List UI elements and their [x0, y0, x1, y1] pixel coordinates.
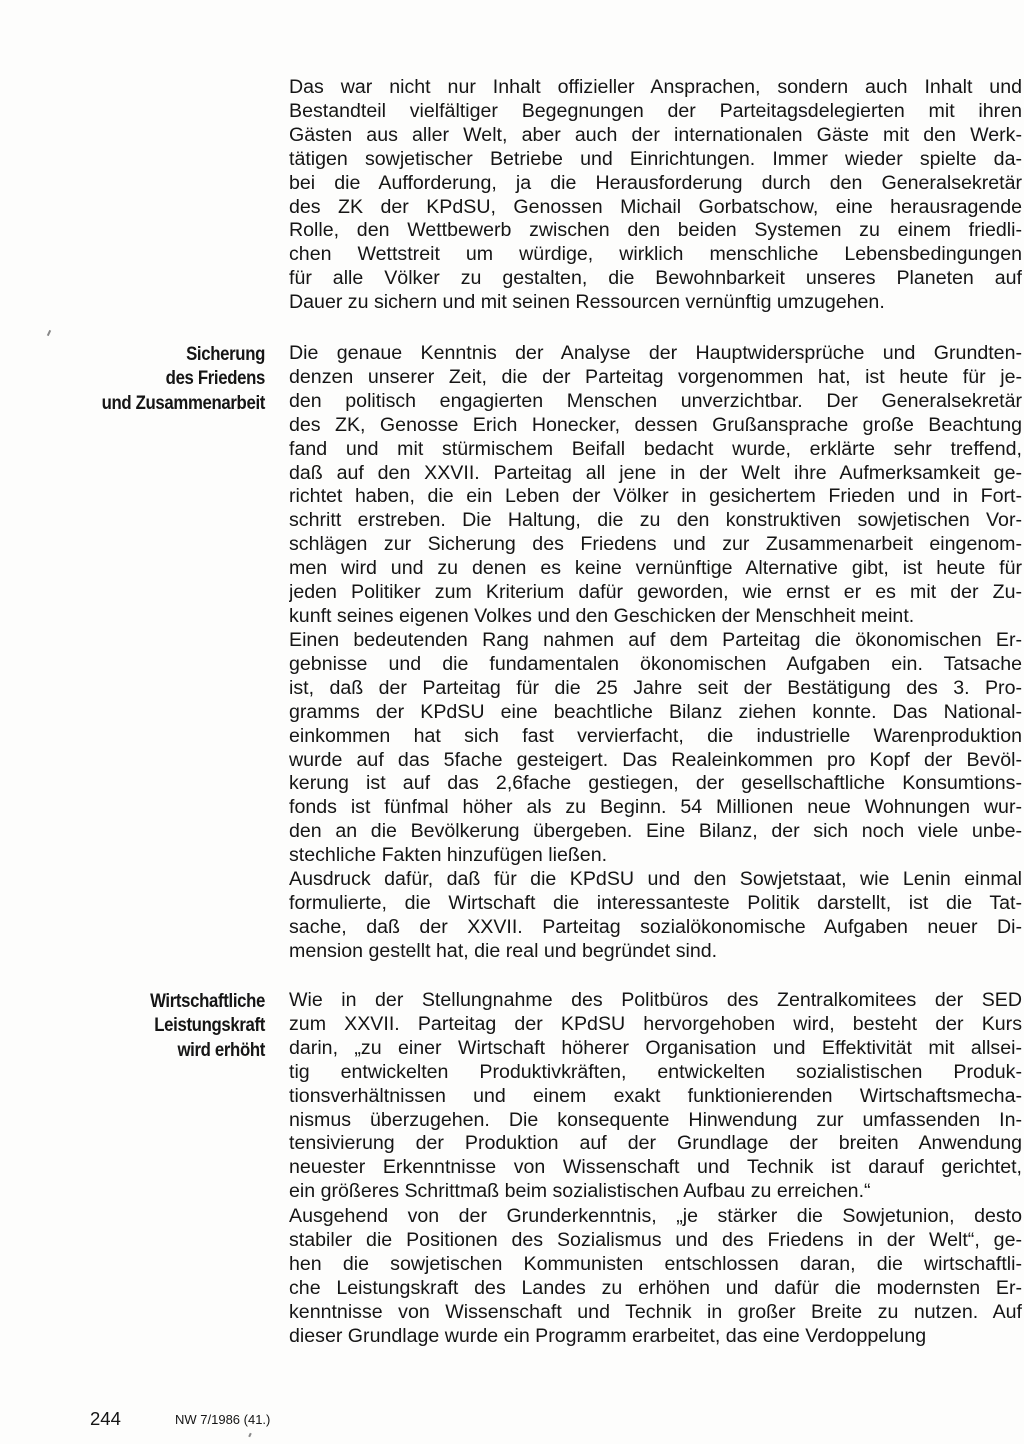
text-line: Bestandteil vielfältiger Begegnungen der Parteitagsdelegierten mit ihren: [289, 99, 1022, 122]
text-line: zum XXVII. Parteitag der KPdSU hervorgehoben wird, besteht der Kurs: [289, 1012, 1022, 1035]
paragraph-4: [289, 868, 1022, 964]
text-line: kenntnisse von Wissenschaft und Technik in großer Breite zu nutzen. Auf: [289, 1300, 1022, 1323]
text-line: darin, „zu einer Wirtschaft höherer Organisation und Effektivität mit allsei-: [289, 1036, 1022, 1059]
paragraph-3: [289, 629, 1022, 868]
text-line: formulierte, die Wirtschaft die interessanteste Politik darstellt, ist die Tat-: [289, 891, 1022, 914]
text-line: fand und mit stürmischem Beifall bedacht wurde, erklärte sehr treffend,: [289, 437, 1022, 460]
sidehead-line: Wirtschaftliche: [150, 990, 265, 1012]
text-line: kerung ist auf das 2,6fache gestiegen, der gesellschaftliche Konsumtions-: [289, 772, 1022, 795]
text-line: den politisch engagierten Menschen unverzichtbar. Der Generalsekretär: [289, 389, 1022, 412]
text-line: daß auf den XXVII. Parteitag all jene in der Welt ihre Aufmerksamkeit ge-: [289, 461, 1022, 484]
text-line: schlägen zur Sicherung des Friedens und zur Zusammenarbeit eingenom-: [289, 533, 1022, 556]
text-line: kunft seines eigenen Volkes und den Geschicken der Menschheit meint.: [289, 604, 915, 627]
text-line: men wird und zu denen es keine vernünftige Alternative gibt, ist heute für: [289, 557, 1022, 580]
text-line: richtet haben, die ein Leben der Völker in gesichertem Frieden und in Fort-: [289, 485, 1022, 508]
text-line: tig entwickelten Produktivkräften, entwickelten sozialistischen Produk-: [289, 1060, 1022, 1083]
text-line: Die genaue Kenntnis der Analyse der Hauptwidersprüche und Grundten-: [289, 342, 1022, 364]
sidehead-line: des Friedens: [165, 367, 265, 390]
text-line: gebnisse und die fundamentalen ökonomischen Aufgaben ein. Tatsache: [289, 652, 1022, 675]
text-line: Wie in der Stellungnahme des Politbüros des Zentralkomitees der SED: [289, 989, 1022, 1011]
paragraph-1: [289, 76, 1022, 315]
text-line: neuester Erkenntnisse von Wissenschaft und Technik ist darauf gerichtet,: [289, 1156, 1022, 1179]
text-line: mension gestellt hat, die real und begründet sind.: [289, 939, 718, 962]
sidehead-sicherung-des-friedens: [59, 342, 265, 415]
text-line: tätigen sowjetischer Betriebe und Einrichtungen. Immer wieder spielte da-: [289, 147, 1022, 170]
page-number: 244: [90, 1408, 121, 1429]
text-line: schritt erstreben. Die Haltung, die zu den konstruktiven sowjetischen Vor-: [289, 509, 1022, 532]
paragraph-6: [289, 1205, 1022, 1348]
text-line: hen die sowjetischen Kommunisten entschlossen daran, die wirtschaftli-: [289, 1252, 1022, 1275]
sidehead-wirtschaftliche-leistungskraft: [59, 989, 265, 1062]
text-line: fonds ist fünfmal höher als zu Beginn. 54 Millionen neue Wohnungen wur-: [289, 796, 1022, 819]
text-line: tionsverhältnissen und einem exakt funktionierenden Wirtschaftsmecha-: [289, 1084, 1022, 1107]
sidehead-line: Sicherung: [186, 343, 265, 365]
paragraph-text: [289, 989, 1022, 1204]
text-line: jeden Politiker zum Kriterium dafür geworden, wie ernst er es mit der Zu-: [289, 581, 1022, 604]
text-line: des ZK, Genosse Erich Honecker, dessen Grußansprache große Beachtung: [289, 413, 1022, 436]
paragraph-text: [289, 868, 1022, 964]
text-line: chen Wettstreit um würdige, wirklich menschliche Lebensbedingungen: [289, 243, 1022, 266]
paragraph-2: [289, 342, 1022, 629]
text-line: Gästen aus aller Welt, aber auch der internationalen Gäste mit den Werk-: [289, 123, 1022, 146]
text-line: stechliche Fakten hinzufügen ließen.: [289, 844, 608, 867]
text-line: denzen unserer Zeit, die der Parteitag vorgenommen hat, ist heute für je-: [289, 365, 1022, 388]
text-line: wurde auf das 5fache gesteigert. Das Realeinkommen pro Kopf der Bevöl-: [289, 748, 1022, 771]
sidehead-line: und Zusammenarbeit: [101, 391, 265, 414]
text-line: den an die Bevölkerung übergeben. Eine Bilanz, der sich noch viele unbe-: [289, 820, 1022, 843]
paragraph-text: [289, 342, 1022, 629]
paragraph-5: [289, 989, 1022, 1204]
text-line: che Leistungskraft des Landes zu erhöhen und dafür die modernsten Er-: [289, 1276, 1022, 1299]
text-line: gramms der KPdSU eine beachtliche Bilanz ziehen konnte. Das National-: [289, 700, 1022, 723]
scan-speck: [47, 330, 51, 336]
paragraph-text: [289, 629, 1022, 868]
sidehead-line: wird erhöht: [177, 1038, 265, 1061]
text-line: stabiler die Positionen des Sozialismus und des Friedens in der Welt“, ge-: [289, 1228, 1022, 1251]
text-line: Ausdruck dafür, daß für die KPdSU und den Sowjetstaat, wie Lenin einmal: [289, 868, 1022, 890]
paragraph-text: [289, 76, 1022, 315]
text-line: Rolle, den Wettbewerb zwischen den beiden Systemen zu einem friedli-: [289, 219, 1022, 242]
text-line: bei die Aufforderung, ja die Herausforderung durch den Generalsekretär: [289, 171, 1022, 194]
text-line: Das war nicht nur Inhalt offizieller Ansprachen, sondern auch Inhalt und: [289, 76, 1022, 98]
text-line: nismus überzugehen. Die konsequente Hinwendung zur umfassenden In-: [289, 1108, 1022, 1131]
text-line: sache, daß der XXVII. Parteitag sozialökonomische Aufgaben neuer Di-: [289, 915, 1022, 938]
issue-reference: NW 7/1986 (41.): [175, 1412, 271, 1427]
text-line: des ZK der KPdSU, Genossen Michail Gorbatschow, eine herausragende: [289, 195, 1022, 218]
text-line: ist, daß der Parteitag für die 25 Jahre seit der Bestätigung des 3. Pro-: [289, 676, 1022, 699]
text-line: dieser Grundlage wurde ein Programm erarbeitet, das eine Verdoppelung: [289, 1324, 927, 1347]
paragraph-text: [289, 1205, 1022, 1348]
text-line: Ausgehend von der Grunderkenntnis, „je stärker die Sowjetunion, desto: [289, 1205, 1022, 1227]
text-line: ein größeres Schrittmaß beim sozialistischen Aufbau zu erreichen.“: [289, 1180, 871, 1203]
text-line: tensivierung der Produktion auf der Grundlage der breiten Anwendung: [289, 1132, 1022, 1155]
text-line: Einen bedeutenden Rang nahmen auf dem Parteitag die ökonomischen Er-: [289, 629, 1022, 651]
text-line: Dauer zu sichern und mit seinen Ressourcen vernünftig umzugehen.: [289, 291, 885, 314]
sidehead-line: Leistungskraft: [154, 1014, 265, 1037]
text-line: einkommen hat sich fast vervierfacht, die industrielle Warenproduktion: [289, 724, 1022, 747]
scan-speck: [248, 1433, 252, 1437]
text-line: für alle Völker zu gestalten, die Bewohnbarkeit unseres Planeten auf: [289, 267, 1022, 290]
